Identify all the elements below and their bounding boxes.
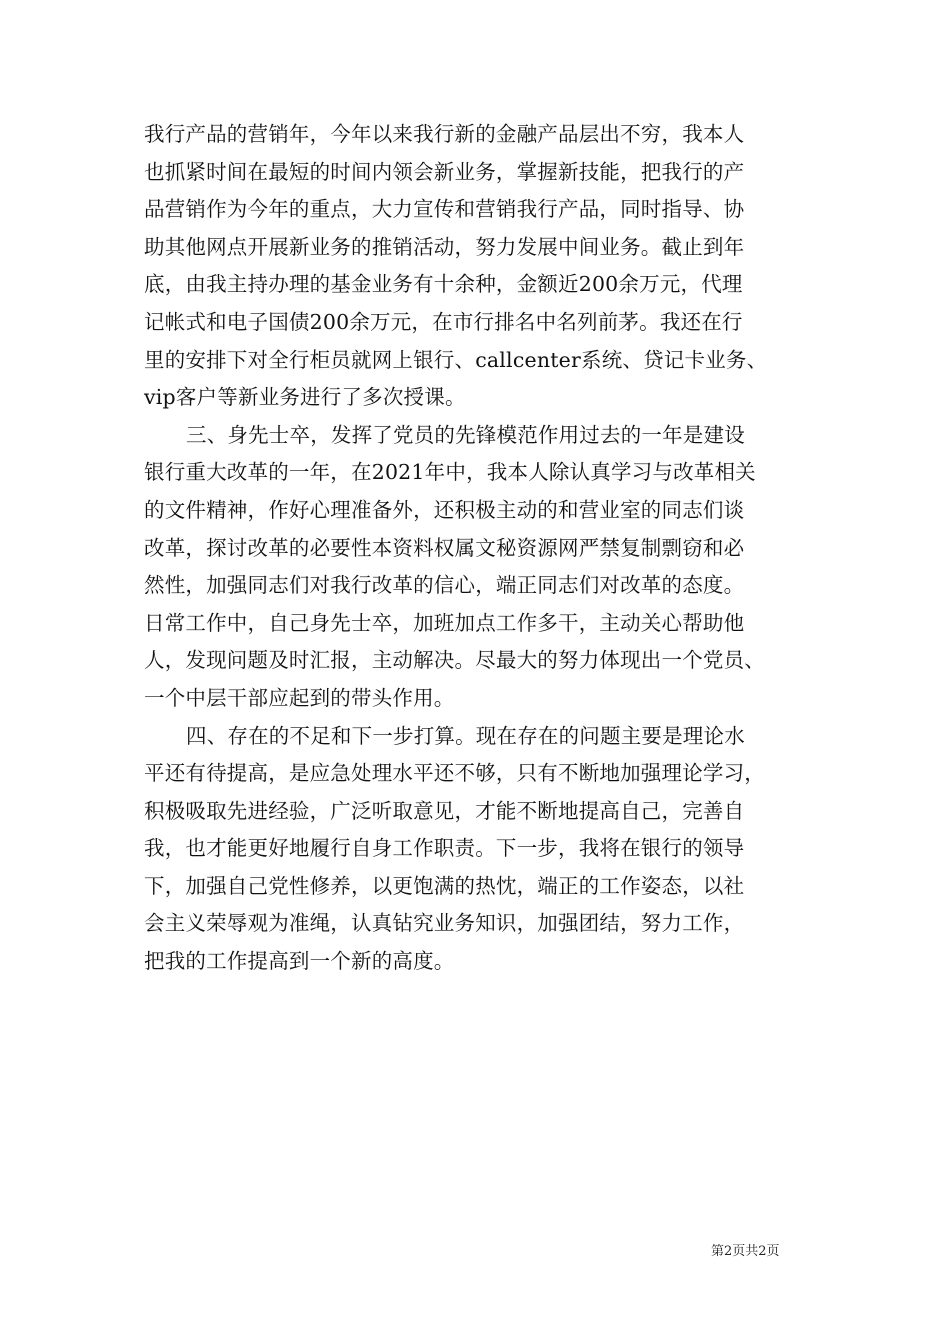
body-line: 积极吸取先进经验，广泛听取意见，才能不断地提高自己，完善自 <box>144 798 745 823</box>
body-line: 也抓紧时间在最短的时间内领会新业务，掌握新技能，把我行的产 <box>144 159 745 184</box>
page-number-footer: 第2页共2页 <box>711 1244 780 1259</box>
body-line: 会主义荣辱观为准绳，认真钻究业务知识，加强团结，努力工作， <box>144 911 745 936</box>
body-line: 我，也才能更好地履行自身工作职责。下一步，我将在银行的领导 <box>144 836 745 861</box>
body-line: 底，由我主持办理的基金业务有十余种，金额近200余万元，代理 <box>144 272 743 297</box>
body-line: vip客户等新业务进行了多次授课。 <box>144 385 466 410</box>
section-four-first-line: 四、存在的不足和下一步打算。现在存在的问题主要是理论水 <box>186 723 745 748</box>
body-line: 把我的工作提高到一个新的高度。 <box>144 949 455 974</box>
body-line: 品营销作为今年的重点，大力宣传和营销我行产品，同时指导、协 <box>144 197 745 222</box>
body-line: 下，加强自己党性修养，以更饱满的热忱，端正的工作姿态，以社 <box>144 873 745 898</box>
body-line: 一个中层干部应起到的带头作用。 <box>144 685 455 710</box>
body-line: 里的安排下对全行柜员就网上银行、callcenter系统、贷记卡业务、 <box>144 347 768 372</box>
body-line: 平还有待提高，是应急处理水平还不够，只有不断地加强理论学习， <box>144 761 765 786</box>
body-line: 改革，探讨改革的必要性本资料权属文秘资源网严禁复制剽窃和必 <box>144 535 745 560</box>
body-line: 日常工作中，自己身先士卒，加班加点工作多干，主动关心帮助他 <box>144 610 745 635</box>
body-line: 的文件精神，作好心理准备外，还积极主动的和营业室的同志们谈 <box>144 497 745 522</box>
body-line: 我行产品的营销年，今年以来我行新的金融产品层出不穷，我本人 <box>144 122 745 146</box>
body-line: 然性，加强同志们对我行改革的信心，端正同志们对改革的态度。 <box>144 573 745 598</box>
body-line: 记帐式和电子国债200余万元，在市行排名中名列前茅。我还在行 <box>144 309 743 334</box>
body-line: 助其他网点开展新业务的推销活动，努力发展中间业务。截止到年 <box>144 234 745 259</box>
document-body <box>144 116 824 981</box>
section-three-first-line: 三、身先士卒，发挥了党员的先锋模范作用过去的一年是建设 <box>186 422 745 447</box>
body-line: 人，发现问题及时汇报，主动解决。尽最大的努力体现出一个党员、 <box>144 648 765 673</box>
body-line: 银行重大改革的一年，在2021年中，我本人除认真学习与改革相关 <box>144 460 756 485</box>
